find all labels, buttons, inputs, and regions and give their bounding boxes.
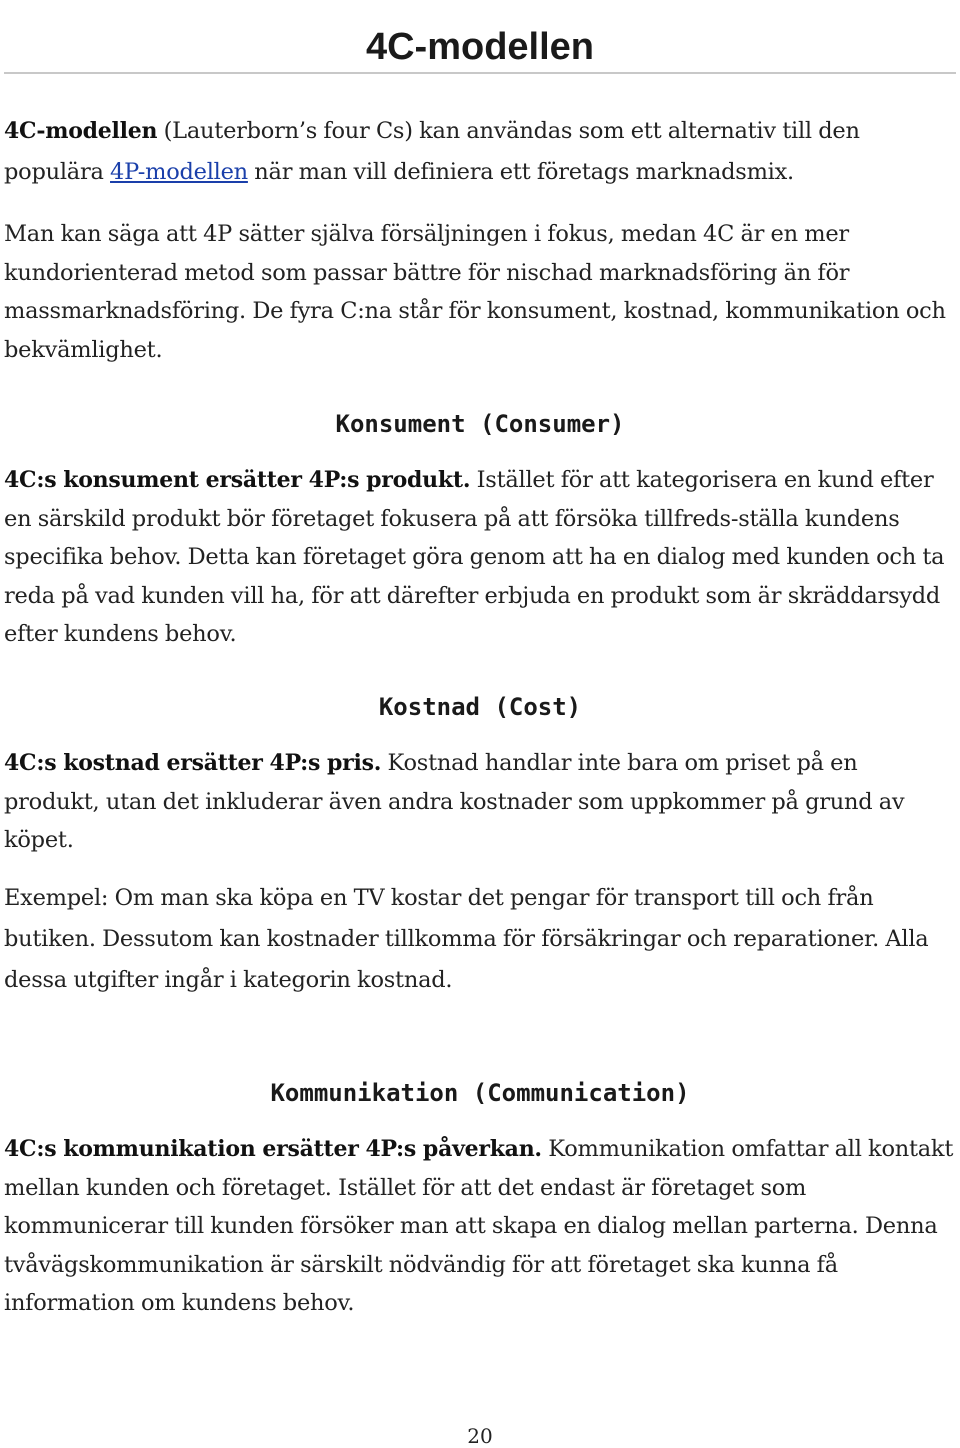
intro-term: 4C-modellen — [4, 118, 158, 144]
cost-example-paragraph: Exempel: Om man ska köpa en TV kostar det pengar för transport till och från butiken. Dessutom kan kostnader tillkomma för försäkringar och reparationer. Alla dessa utgifter ingår i kategorin kostnad. — [4, 885, 929, 993]
cost-lead: 4C:s kostnad ersätter 4P:s pris. — [4, 750, 382, 776]
intro-paragraph — [4, 111, 954, 193]
heading-consumer: Konsument (Consumer) — [335, 410, 625, 438]
title-divider — [4, 72, 956, 74]
consumer-paragraph — [4, 461, 954, 654]
page-title: 4C-modellen — [365, 26, 595, 69]
page-number: 20 — [467, 1424, 493, 1448]
consumer-text: Istället för att kategorisera en kund efter en särskild produkt bör företaget fokusera på att försöka tillfreds-ställa kundens specifika behov. Detta kan företaget göra genom att ha en dialog med kunden och ta reda på vad kunden vill ha, för att därefter erbjuda en produkt som är skräddarsydd efter kundens behov. — [4, 467, 945, 647]
communication-text: Kommunikation omfattar all kontakt mellan kunden och företaget. Istället för att det endast är företaget som kommunicerar till kunden försöker man att skapa en dialog mellan parterna. Denna tvåvägskommunikation är särskilt nödvändig för att företaget ska kunna få information om kundens behov. — [4, 1136, 954, 1316]
cost-paragraph — [4, 744, 954, 860]
consumer-lead: 4C:s konsument ersätter 4P:s produkt. — [4, 467, 471, 493]
heading-communication: Kommunikation (Communication) — [270, 1079, 690, 1107]
intro-text-1: (Lauterborn’s four Cs) kan användas som ett alternativ till den populära — [4, 118, 860, 185]
heading-cost: Kostnad (Cost) — [378, 693, 582, 721]
overview-paragraph: Man kan säga att 4P sätter själva försäljningen i fokus, medan 4C är en mer kundorienterad metod som passar bättre för nischad marknadsföring än för massmarknadsföring. De fyra C:na står för konsument, kostnad, kommunikation och bekvämlighet. — [4, 221, 946, 363]
cost-text: Kostnad handlar inte bara om priset på en produkt, utan det inkluderar även andra kostnader som uppkommer på grund av köpet. — [4, 750, 905, 853]
intro-text-2: när man vill definiera ett företags marknadsmix. — [247, 159, 794, 185]
communication-lead: 4C:s kommunikation ersätter 4P:s påverkan. — [4, 1136, 542, 1162]
communication-paragraph — [4, 1130, 954, 1323]
4p-model-link[interactable]: 4P-modellen — [110, 159, 248, 185]
